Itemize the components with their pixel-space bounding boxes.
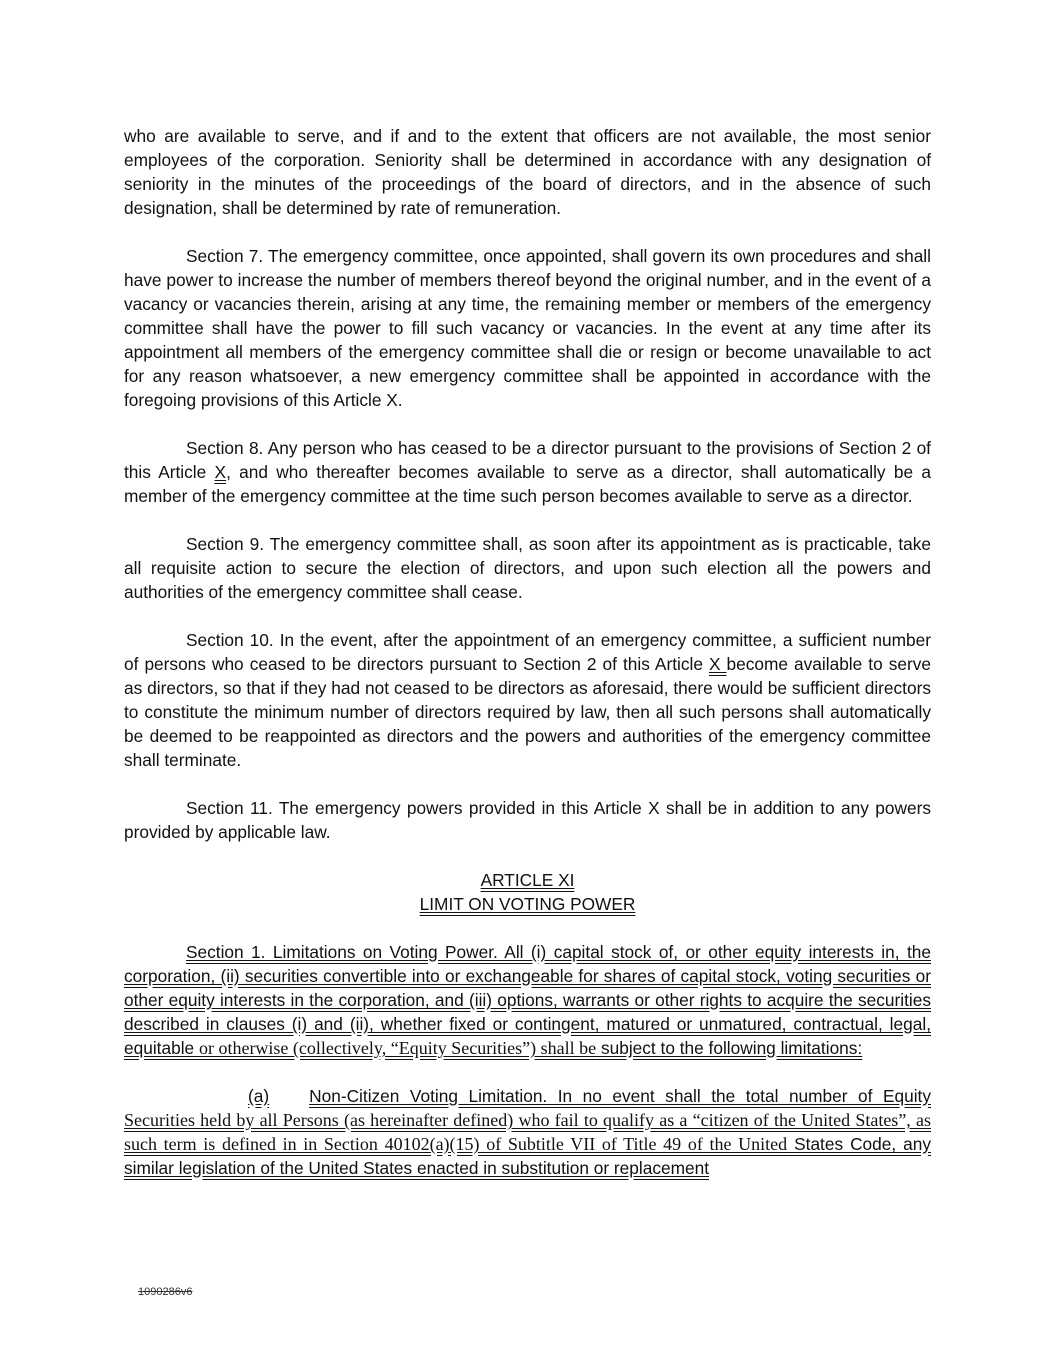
section-1-text-b: or otherwise (collectively, “Equity Securities”) shall be: [198, 1038, 597, 1058]
section-8-paragraph: [124, 436, 931, 508]
document-id-footer: 1090286v6: [138, 1286, 193, 1298]
subsection-a-text-c: States Code, any similar legislation of the United States enacted in substitution or replacement: [124, 1134, 932, 1178]
article-title: LIMIT ON VOTING POWER: [419, 894, 636, 914]
section-10-text-a: Section 10. In the event, after the appointment of an emergency committee, a sufficient number of persons who ceased to be directors pursuant to Section 2 of this Article: [124, 630, 931, 674]
subsection-a-text-b: Securities held by all Persons (as hereinafter defined) who fail to qualify as a “citizen of the United States”, as such term is defined in in Section 40102(a)(15) of Subtitle VII of Title 49 of the United: [124, 1110, 931, 1154]
section-1-text-a: Section 1. Limitations on Voting Power. All (i) capital stock of, or other equity interests in, the corporation, (ii) securities convertible into or exchangeable for shares of capital stock, voting securities or other equity interests in the corporation, and (iii) options, warrants or other rights to acquire the securities described in clauses (i) and (ii), whether fixed or contingent, matured or unmatured, contractual, legal, equitable: [124, 942, 931, 1058]
subsection-a-paragraph: [124, 1084, 931, 1180]
section-7-paragraph: Section 7. The emergency committee, once appointed, shall govern its own procedures and shall have power to increase the number of members thereof beyond the original number, and in the event of a vacancy or vacancies therein, arising at any time, the remaining member or members of the emergency committee shall have the power to fill such vacancy or vacancies. In the event at any time after its appointment all members of the emergency committee shall die or resign or become unavailable to act for any reason whatsoever, a new emergency committee shall be appointed in accordance with the foregoing provisions of this Article X.: [124, 246, 931, 410]
section-10-text-b: become available to serve as directors, so that if they had not ceased to be directors as aforesaid, there would be sufficient directors to constitute the minimum number of directors required by law, then all such persons shall automatically be deemed to be reappointed as directors and the powers and authorities of the emergency committee shall terminate.: [124, 654, 931, 770]
section-9-paragraph: Section 9. The emergency committee shall, as soon after its appointment as is practicable, take all requisite action to secure the election of directors, and upon such election all the powers and authorities of the emergency committee shall cease.: [124, 534, 931, 602]
inserted-article-ref: X: [708, 654, 727, 674]
subsection-a-text-a: Non-Citizen Voting Limitation. In no event shall the total number of Equity: [309, 1086, 931, 1106]
paragraph-continuation: who are available to serve, and if and to the extent that officers are not available, the most senior employees of the corporation. Seniority shall be determined in accordance with any designation of seniority in the minutes of the proceedings of the board of directors, and in the absence of such designation, shall be determined by rate of remuneration.: [124, 126, 931, 218]
section-10-paragraph: [124, 628, 931, 772]
subsection-a-label: (a): [248, 1086, 270, 1106]
inserted-article-ref: X: [214, 462, 227, 482]
article-number: ARTICLE XI: [480, 870, 575, 890]
article-xi-section-1-paragraph: [124, 940, 931, 1060]
section-8-text-a: Section 8. Any person who has ceased to be a director pursuant to the provisions of Section 2 of this Article: [124, 438, 931, 482]
article-heading: [124, 868, 931, 916]
section-8-text-b: , and who thereafter becomes available to serve as a director, shall automatically be a member of the emergency committee at the time such person becomes available to serve as a director.: [124, 462, 931, 506]
section-1-text-c: subject to the following limitations:: [596, 1038, 863, 1058]
document-page: [124, 124, 931, 1204]
section-11-paragraph: Section 11. The emergency powers provided in this Article X shall be in addition to any powers provided by applicable law.: [124, 798, 931, 842]
